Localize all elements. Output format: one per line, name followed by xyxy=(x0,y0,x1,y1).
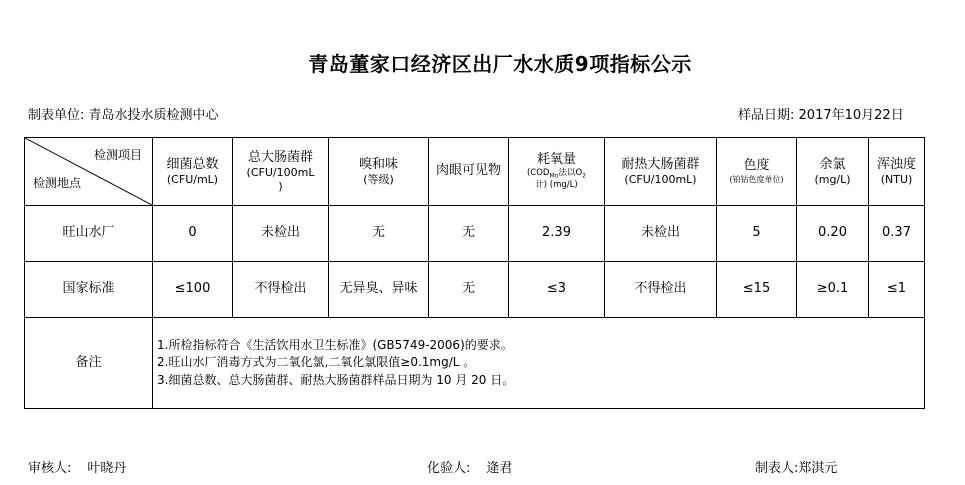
table-cell: 无 xyxy=(429,262,509,318)
col-header-thermo-coliform xyxy=(605,138,717,206)
reviewer-name: 叶晓丹 xyxy=(87,461,127,476)
col-header-label: 细菌总数 xyxy=(166,156,219,172)
table-cell: 无异臭、异味 xyxy=(329,262,429,318)
corner-header-cell xyxy=(25,138,153,206)
cod-prefix: (COD xyxy=(526,168,550,179)
unit-info xyxy=(28,104,219,123)
col-header-label: 肉眼可见物 xyxy=(435,163,501,179)
tester-label: 化验人: xyxy=(427,461,471,476)
col-header-unit: (CFU/mL) xyxy=(166,172,219,186)
note-line: 1.所检指标符合《生活饮用水卫生标准》(GB5749-2006)的要求。 xyxy=(157,337,513,352)
col-header-unit: (CFU/100mL) xyxy=(624,172,697,186)
col-header-label: 嗅和味 xyxy=(358,156,398,172)
table-cell: 未检出 xyxy=(233,206,329,262)
col-header-coliform xyxy=(233,138,329,206)
table-cell: 不得检出 xyxy=(233,262,329,318)
report-title: 青岛董家口经济区出厂水水质9项指标公示 xyxy=(308,52,692,76)
corner-item-label: 检测项目 xyxy=(93,148,142,162)
table-cell: ≤3 xyxy=(509,262,605,318)
col-header-unit-cont: ) xyxy=(278,179,283,193)
header-row xyxy=(25,138,925,206)
date-value: 2017年10月22日 xyxy=(798,108,904,123)
unit-value: 青岛水投水质检测中心 xyxy=(88,108,219,123)
col-header-visible xyxy=(429,138,509,206)
table-cell: 未检出 xyxy=(605,206,717,262)
col-header-label: 浑浊度 xyxy=(876,156,916,172)
sample-date-info xyxy=(738,104,904,123)
table-cell: ≤100 xyxy=(153,262,233,318)
unit-label: 制表单位: xyxy=(28,108,85,123)
maker-name: 郑淇元 xyxy=(798,461,838,476)
notes-row xyxy=(25,318,925,409)
col-header-label: 总大肠菌群 xyxy=(247,149,313,165)
row-label: 国家标准 xyxy=(25,262,153,318)
col-header-bacteria xyxy=(153,138,233,206)
reviewer-label: 审核人: xyxy=(28,461,72,476)
cod-o2: 2 xyxy=(582,172,586,180)
col-header-unit-cont: 计) (mg/L) xyxy=(535,180,578,191)
cod-rest: 法以O xyxy=(558,168,583,179)
water-quality-table xyxy=(24,137,925,409)
col-header-unit: (铂钴色度单位) xyxy=(729,174,784,184)
note-line: 3.细菌总数、总大肠菌群、耐热大肠菌群样品日期为 10 月 20 日。 xyxy=(157,372,515,387)
col-header-unit: (NTU) xyxy=(880,172,913,186)
table-cell: 0.20 xyxy=(797,206,869,262)
col-header-color xyxy=(717,138,797,206)
col-header-chlorine xyxy=(797,138,869,206)
table-cell: ≤1 xyxy=(869,262,925,318)
table-cell: ≤15 xyxy=(717,262,797,318)
col-header-label: 耗氧量 xyxy=(536,151,576,167)
maker-signature xyxy=(755,457,837,476)
tester-signature xyxy=(427,457,512,476)
table-cell: 2.39 xyxy=(509,206,605,262)
maker-label: 制表人: xyxy=(755,461,799,476)
table-cell: 5 xyxy=(717,206,797,262)
tester-name: 逄君 xyxy=(486,461,513,476)
col-header-label: 色度 xyxy=(743,158,770,174)
table-row xyxy=(25,206,925,262)
date-label: 样品日期: xyxy=(738,108,795,123)
col-header-turbidity xyxy=(869,138,925,206)
col-header-odor xyxy=(329,138,429,206)
table-cell: 不得检出 xyxy=(605,262,717,318)
table-cell: 0.37 xyxy=(869,206,925,262)
col-header-unit: (等级) xyxy=(363,172,394,186)
note-line: 2.旺山水厂消毒方式为二氧化氯,二氧化氯限值≥0.1mg/L 。 xyxy=(157,355,476,370)
col-header-label: 耐热大肠菌群 xyxy=(621,156,700,172)
table-cell: 0 xyxy=(153,206,233,262)
col-header-unit xyxy=(509,168,604,180)
row-label: 旺山水厂 xyxy=(25,206,153,262)
table-cell: 无 xyxy=(329,206,429,262)
reviewer-signature xyxy=(28,457,126,476)
table-cell: ≥0.1 xyxy=(797,262,869,318)
col-header-unit: (mg/L) xyxy=(814,172,851,186)
table-row xyxy=(25,262,925,318)
col-header-cod xyxy=(509,138,605,206)
cod-mn: Mn xyxy=(549,172,559,180)
table-cell: 无 xyxy=(429,206,509,262)
col-header-unit: (CFU/100mL xyxy=(246,165,315,179)
notes-content xyxy=(153,318,925,409)
corner-site-label: 检测地点 xyxy=(33,176,82,190)
notes-label: 备注 xyxy=(25,318,153,409)
col-header-label: 余氯 xyxy=(819,156,846,172)
